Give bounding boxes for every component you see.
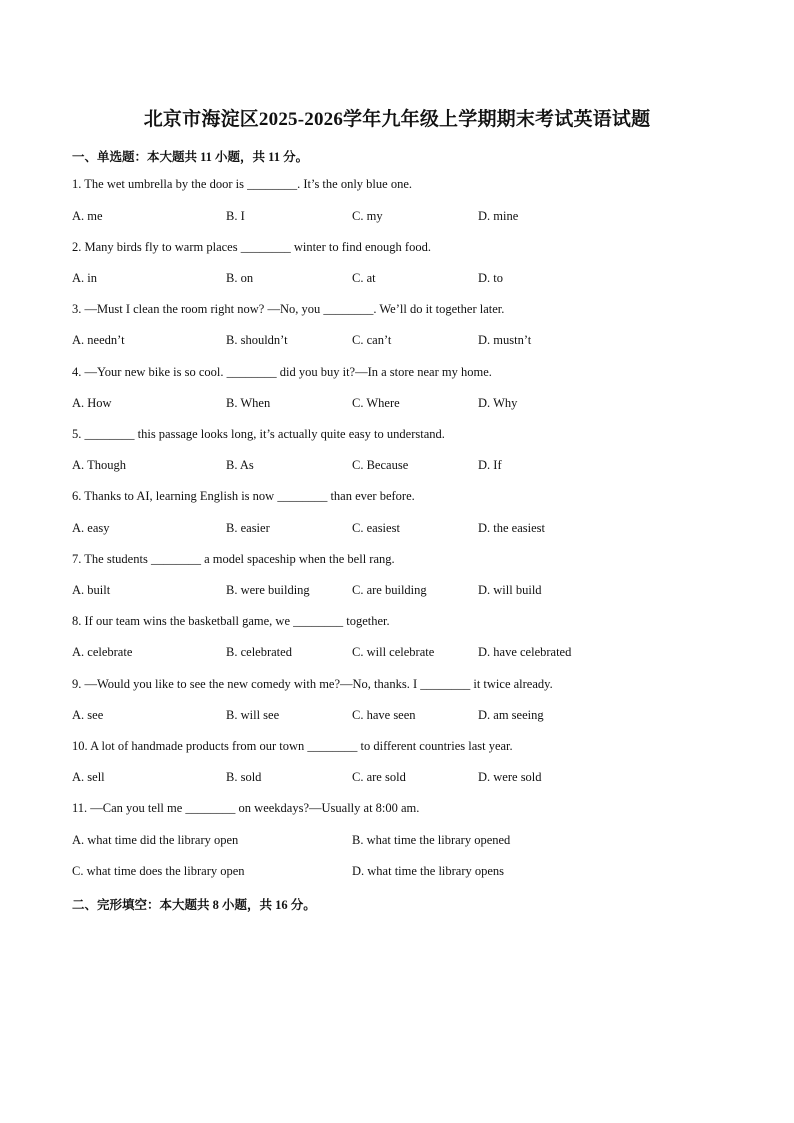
option-d[interactable] [478,708,544,723]
question-5 [72,427,445,442]
options-9 [72,708,722,726]
option-text: what time the library opened [366,833,511,847]
question-text: Thanks to AI, learning English is now ________ than ever before. [84,489,415,503]
question-number: 10. [72,739,88,753]
options-6 [72,521,722,539]
question-6 [72,489,415,504]
option-letter: D. [478,333,491,347]
option-d[interactable] [478,333,531,348]
option-text: How [87,396,112,410]
question-text: —Your new bike is so cool. ________ did you buy it?—In a store near my home. [84,365,492,379]
option-letter: A. [72,708,85,722]
question-text: —Must I clean the room right now? —No, you ________. We’ll do it together later. [84,302,505,316]
option-letter: B. [226,645,238,659]
option-text: see [87,708,104,722]
option-a[interactable] [72,833,238,848]
option-c[interactable] [352,770,406,785]
option-text: were sold [493,770,542,784]
option-letter: C. [352,521,364,535]
option-text: what time did the library open [87,833,239,847]
option-d[interactable] [478,458,502,473]
question-text: —Can you tell me ________ on weekdays?—Usually at 8:00 am. [90,801,420,815]
options-8 [72,645,722,663]
option-letter: B. [226,583,238,597]
option-text: will see [240,708,280,722]
question-3 [72,302,504,317]
question-7 [72,552,395,567]
question-number: 2. [72,240,82,254]
option-text: celebrated [240,645,292,659]
option-text: are building [366,583,427,597]
option-b[interactable] [226,583,310,598]
option-letter: A. [72,209,85,223]
option-b[interactable] [226,333,288,348]
option-text: me [87,209,103,223]
option-a[interactable] [72,396,112,411]
option-text: celebrate [87,645,133,659]
option-c[interactable] [352,209,383,224]
question-4 [72,365,492,380]
option-text: am seeing [493,708,544,722]
option-letter: A. [72,396,85,410]
option-a[interactable] [72,209,103,224]
option-text: When [240,396,271,410]
question-number: 9. [72,677,82,691]
option-b[interactable] [226,770,261,785]
option-letter: D. [478,209,491,223]
option-letter: D. [352,864,365,878]
option-a[interactable] [72,271,97,286]
option-letter: D. [478,521,491,535]
option-a[interactable] [72,583,110,598]
question-number: 1. [72,177,82,191]
options-11-row-1 [72,833,722,851]
option-text: what time the library opens [367,864,505,878]
option-d[interactable] [478,396,517,411]
option-text: have seen [366,708,416,722]
option-d[interactable] [478,271,503,286]
option-text: the easiest [493,521,545,535]
option-d[interactable] [478,770,542,785]
question-1 [72,177,412,192]
option-text: sold [240,770,262,784]
option-b[interactable] [352,833,510,848]
question-number: 6. [72,489,82,503]
option-text: were building [240,583,310,597]
option-letter: B. [226,521,238,535]
option-c[interactable] [352,583,427,598]
option-letter: D. [478,770,491,784]
option-a[interactable] [72,645,132,660]
question-text: Many birds fly to warm places ________ winter to find enough food. [84,240,431,254]
option-b[interactable] [226,645,292,660]
option-letter: B. [352,833,364,847]
question-text: A lot of handmade products from our town ________ to different countries last year. [90,739,513,753]
option-d[interactable] [478,645,571,660]
option-letter: C. [352,770,364,784]
option-letter: C. [352,708,364,722]
option-c[interactable] [72,864,245,879]
option-letter: D. [478,271,491,285]
option-b[interactable] [226,209,245,224]
option-b[interactable] [226,396,270,411]
option-letter: B. [226,271,238,285]
option-letter: B. [226,708,238,722]
question-number: 7. [72,552,82,566]
option-text: As [239,458,254,472]
option-text: mine [493,209,519,223]
page-title: 北京市海淀区2025-2026学年九年级上学期期末考试英语试题 [143,109,651,130]
option-letter: B. [226,333,238,347]
option-d[interactable] [478,521,545,536]
option-text: I [240,209,245,223]
question-text: —Would you like to see the new comedy with me?—No, thanks. I ________ it twice already. [84,677,553,691]
options-4 [72,396,722,414]
option-text: needn’t [87,333,125,347]
option-d[interactable] [478,209,518,224]
option-letter: A. [72,645,85,659]
option-c[interactable] [352,271,376,286]
option-text: mustn’t [493,333,532,347]
option-text: what time does the library open [86,864,245,878]
question-8 [72,614,390,629]
option-text: to [493,271,504,285]
option-text: Though [87,458,126,472]
options-3 [72,333,722,351]
option-letter: B. [226,458,238,472]
option-letter: A. [72,521,85,535]
question-number: 8. [72,614,82,628]
option-text: on [240,271,254,285]
option-c[interactable] [352,458,408,473]
option-letter: C. [352,645,364,659]
option-c[interactable] [352,333,391,348]
option-letter: A. [72,333,85,347]
option-c[interactable] [352,396,400,411]
section-heading-single-choice: 一、单选题：本大题共 11 小题，共 11 分。 [72,150,309,164]
option-b[interactable] [226,271,253,286]
option-text: sell [87,770,105,784]
option-text: are sold [366,770,406,784]
option-letter: B. [226,209,238,223]
option-c[interactable] [352,521,400,536]
option-letter: A. [72,770,85,784]
option-text: Where [366,396,400,410]
option-d[interactable] [478,583,542,598]
option-c[interactable] [352,708,416,723]
question-text: The students ________ a model spaceship when the bell rang. [84,552,395,566]
option-text: built [87,583,111,597]
option-text: have celebrated [493,645,572,659]
option-letter: A. [72,271,85,285]
options-10 [72,770,722,788]
option-text: If [493,458,502,472]
option-letter: D. [478,396,491,410]
option-letter: D. [478,708,491,722]
option-b[interactable] [226,521,270,536]
option-letter: B. [226,396,238,410]
question-11 [72,801,419,816]
option-a[interactable] [72,458,126,473]
question-10 [72,739,513,754]
option-a[interactable] [72,708,103,723]
option-letter: B. [226,770,238,784]
question-text: ________ this passage looks long, it’s actually quite easy to understand. [84,427,445,441]
option-letter: D. [478,583,491,597]
option-text: shouldn’t [240,333,288,347]
options-7 [72,583,722,601]
option-a[interactable] [72,770,105,785]
option-a[interactable] [72,521,110,536]
question-9 [72,677,553,692]
options-1 [72,209,722,227]
option-letter: C. [72,864,84,878]
option-letter: C. [352,271,364,285]
option-letter: C. [352,458,364,472]
option-text: my [366,209,383,223]
question-number: 4. [72,365,82,379]
section-heading-cloze: 二、完形填空：本大题共 8 小题，共 16 分。 [72,898,316,912]
options-2 [72,271,722,289]
option-letter: D. [478,645,491,659]
question-text: If our team wins the basketball game, we ________ together. [84,614,390,628]
option-letter: C. [352,209,364,223]
option-letter: A. [72,833,85,847]
question-2 [72,240,431,255]
option-letter: D. [478,458,491,472]
option-text: Because [366,458,409,472]
options-11-row-2 [72,864,722,882]
option-letter: A. [72,583,85,597]
option-text: easier [240,521,270,535]
question-number: 5. [72,427,82,441]
option-text: at [366,271,376,285]
option-text: in [87,271,98,285]
option-b[interactable] [226,708,279,723]
option-text: will celebrate [366,645,435,659]
option-d[interactable] [352,864,504,879]
option-b[interactable] [226,458,254,473]
option-letter: A. [72,458,85,472]
question-number: 11. [72,801,88,815]
option-a[interactable] [72,333,125,348]
option-text: easy [87,521,110,535]
option-text: will build [493,583,542,597]
option-letter: C. [352,396,364,410]
option-c[interactable] [352,645,434,660]
option-text: Why [493,396,518,410]
option-text: can’t [366,333,392,347]
question-text: The wet umbrella by the door is ________. It’s the only blue one. [84,177,412,191]
question-number: 3. [72,302,82,316]
options-5 [72,458,722,476]
option-letter: C. [352,583,364,597]
option-letter: C. [352,333,364,347]
option-text: easiest [366,521,400,535]
